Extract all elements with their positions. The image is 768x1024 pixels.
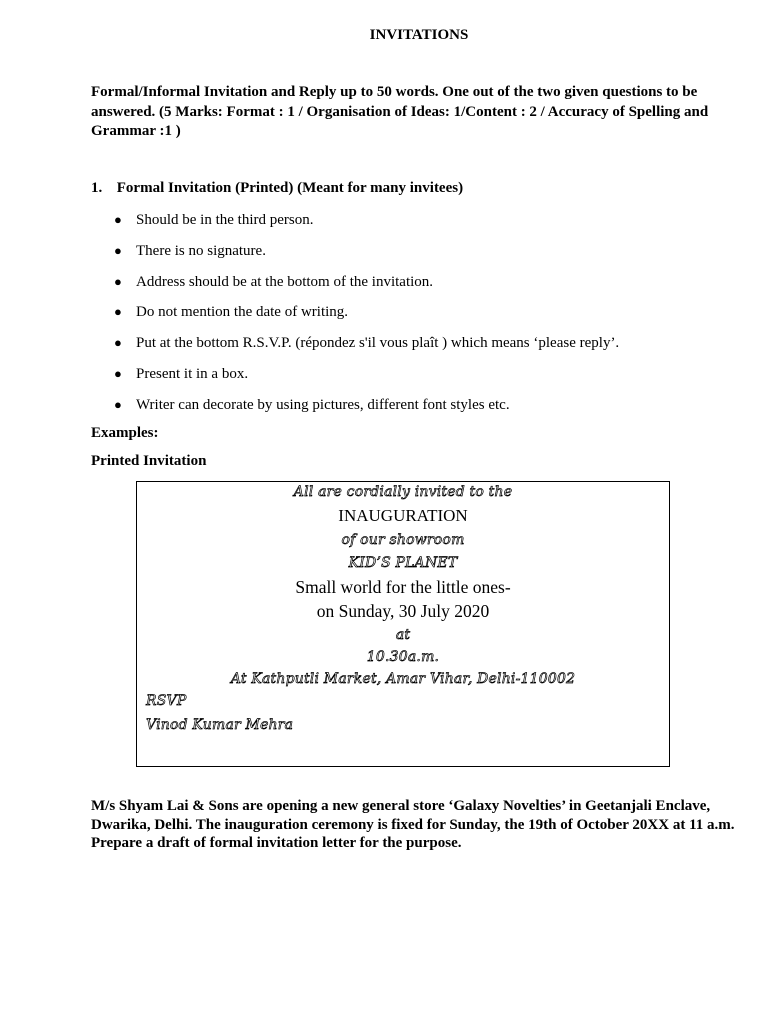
invitation-date: on Sunday, 30 July 2020 bbox=[316, 601, 490, 621]
invitation-box bbox=[136, 481, 670, 767]
section-heading-text: Formal Invitation (Printed) (Meant for many invitees) bbox=[116, 180, 464, 196]
list-item bbox=[114, 302, 734, 333]
list-item-text: Should be in the third person. bbox=[136, 212, 314, 228]
page-title: INVITATIONS bbox=[369, 27, 469, 43]
invitation-event: INAUGURATION bbox=[338, 506, 468, 525]
section-heading bbox=[91, 180, 463, 197]
section-number: 1. bbox=[91, 180, 103, 196]
printed-invitation-label: Printed Invitation bbox=[91, 453, 207, 469]
list-item bbox=[114, 241, 734, 272]
list-item bbox=[114, 395, 734, 426]
list-item-text: There is no signature. bbox=[136, 242, 266, 259]
invitation-opening: All are cordially invited to the bbox=[293, 484, 513, 500]
invitation-time: 10.30a.m. bbox=[366, 649, 440, 665]
invitation-rsvp: RSVP bbox=[146, 693, 187, 709]
list-item bbox=[114, 333, 734, 364]
bullet-icon: ● bbox=[114, 273, 122, 289]
bullet-icon: ● bbox=[114, 335, 122, 351]
list-item-text: Present it in a box. bbox=[136, 365, 249, 382]
intro-paragraph: Formal/Informal Invitation and Reply up to 50 words. One out of the two given questions to be answered. (5 Marks: Format : 1 / Organisation of Ideas: 1/Content : 2 / Accuracy of Spelling and Grammar :1 ) bbox=[91, 84, 709, 139]
list-item-text: Writer can decorate by using pictures, different font styles etc. bbox=[136, 396, 510, 413]
invitation-showroom-name: KID’S PLANET bbox=[348, 555, 458, 571]
examples-label: Examples: bbox=[91, 425, 159, 441]
bullet-icon: ● bbox=[114, 365, 122, 381]
bullet-icon: ● bbox=[114, 396, 122, 412]
list-item bbox=[114, 364, 734, 395]
list-item bbox=[114, 210, 734, 241]
list-item-text: Address should be at the bottom of the invitation. bbox=[136, 273, 434, 290]
invitation-at: at bbox=[395, 627, 411, 643]
bullet-icon: ● bbox=[114, 212, 122, 227]
task-paragraph: M/s Shyam Lai & Sons are opening a new general store ‘Galaxy Novelties’ in Geetanjali Enclave, Dwarika, Delhi. The inauguration ceremony is fixed for Sunday, the 19th of October 20XX at 11 a.m. Prepare a draft of formal invitation letter for the purpose. bbox=[91, 798, 735, 851]
list-item bbox=[114, 272, 734, 303]
invitation-subline: of our showroom bbox=[341, 532, 465, 548]
bullet-list bbox=[114, 210, 734, 426]
invitation-tagline: Small world for the little ones- bbox=[295, 577, 511, 597]
invitation-address: At Kathputli Market, Amar Vihar, Delhi-110002 bbox=[230, 671, 576, 687]
invitation-host-name: Vinod Kumar Mehra bbox=[146, 717, 294, 733]
list-item-text: Do not mention the date of writing. bbox=[136, 304, 349, 321]
bullet-icon: ● bbox=[114, 304, 122, 320]
list-item-text: Put at the bottom R.S.V.P. (répondez s'il vous plaît ) which means ‘please reply’. bbox=[136, 335, 620, 352]
bullet-icon: ● bbox=[114, 242, 122, 258]
